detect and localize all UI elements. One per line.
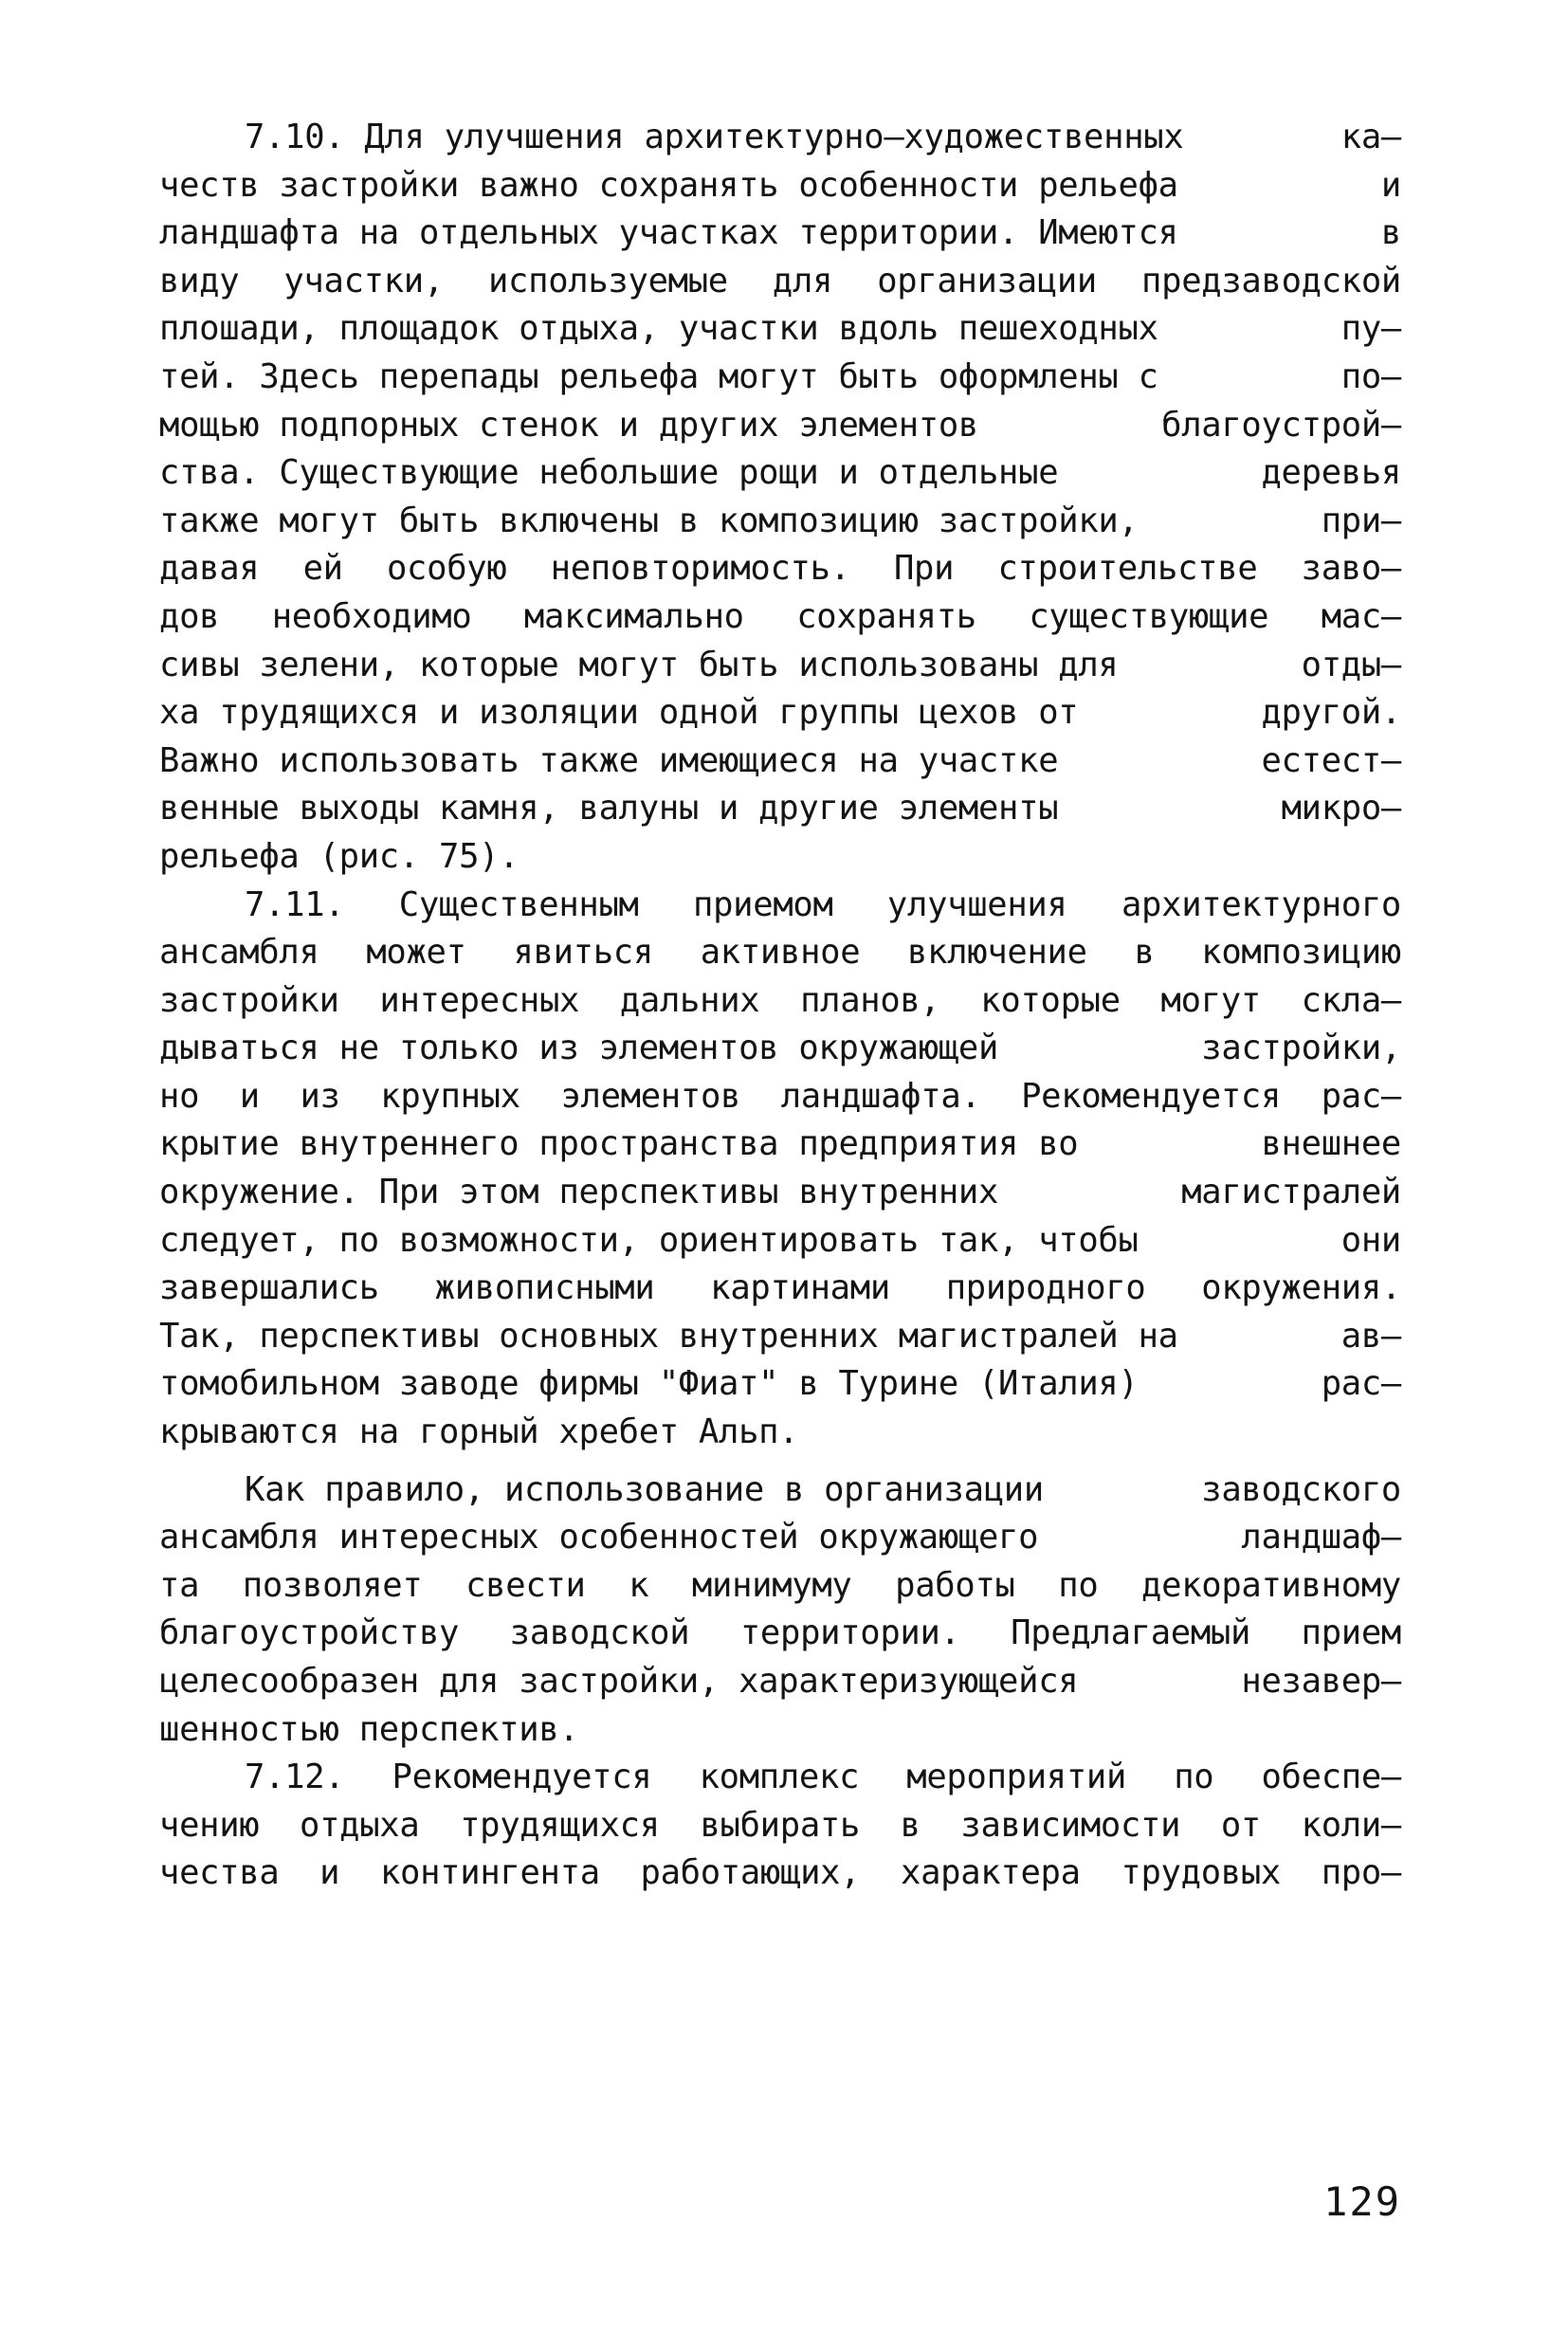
text-segment: шенностью перспектив.	[159, 1709, 579, 1749]
text-line	[159, 1169, 1401, 1217]
text-line	[159, 1120, 1401, 1169]
text-segment: ландшафта на отдельных участках территории. Имеются	[159, 213, 1178, 253]
text-segment: ка–	[1340, 118, 1401, 156]
text-line	[159, 785, 1401, 833]
text-segment: рельефа (рис. 75).	[159, 836, 520, 876]
text-segment: в	[1380, 213, 1401, 253]
text-segment: Как правило, использование в организации	[245, 1469, 1044, 1509]
text-line	[159, 1073, 1401, 1121]
text-segment: Так, перспективы основных внутренних магистралей на	[159, 1316, 1178, 1356]
text-segment: томобильном заводе фирмы "Фиат" в Турине (Италия)	[159, 1364, 1139, 1404]
text-segment: честв застройки важно сохранять особенности рельефа	[159, 165, 1178, 205]
text-line	[159, 498, 1401, 546]
text-segment: 7.12. Рекомендуется комплекс мероприятий по обеспе–	[245, 1758, 1401, 1797]
text-segment: ансамбля может явиться активное включение в композицию	[159, 933, 1401, 973]
text-segment: и	[1380, 165, 1401, 205]
text-segment: 7.11. Существенным приемом улучшения архитектурного	[245, 884, 1401, 924]
text-line	[159, 402, 1401, 450]
text-segment: пу–	[1340, 309, 1401, 349]
text-line	[159, 1313, 1401, 1361]
text-segment: ландшаф–	[1241, 1518, 1401, 1558]
text-line	[159, 1706, 1401, 1755]
text-line	[159, 882, 1401, 930]
text-segment: крываются на горный хребет Альп.	[159, 1412, 799, 1452]
text-line	[159, 1802, 1401, 1850]
text-segment: также могут быть включены в композицию застройки,	[159, 501, 1139, 540]
paragraph-7-11b	[159, 1466, 1401, 1755]
text-segment: деревья	[1261, 453, 1401, 493]
text-segment: благоустрой–	[1161, 405, 1401, 445]
text-line	[159, 354, 1401, 402]
text-segment: при–	[1321, 501, 1401, 540]
paragraph-7-12	[159, 1754, 1401, 1898]
text-line	[159, 1514, 1401, 1562]
text-segment: следует, по возможности, ориентировать так, чтобы	[159, 1220, 1139, 1260]
page-number: 129	[1323, 2178, 1401, 2225]
text-segment: отды–	[1301, 645, 1401, 684]
text-line	[159, 1466, 1401, 1515]
text-line	[159, 593, 1401, 642]
text-line	[159, 1025, 1401, 1073]
text-segment: венные выходы камня, валуны и другие элементы	[159, 789, 1059, 829]
text-segment: рас–	[1321, 1364, 1401, 1404]
text-segment: виду участки, используемые для организации предзаводской	[159, 261, 1401, 301]
text-line	[159, 1409, 1401, 1457]
text-segment: ав–	[1340, 1316, 1401, 1356]
text-segment: ха трудящихся и изоляции одной группы цехов от	[159, 693, 1079, 733]
text-segment: по–	[1340, 356, 1401, 396]
text-segment: другой.	[1261, 693, 1401, 733]
text-segment: ансамбля интересных особенностей окружающего	[159, 1518, 1039, 1558]
text-line	[159, 1217, 1401, 1266]
text-segment: микро–	[1281, 789, 1401, 829]
text-line	[159, 209, 1401, 258]
text-segment: окружение. При этом перспективы внутренних	[159, 1173, 999, 1212]
text-segment: ства. Существующие небольшие рощи и отдельные	[159, 453, 1059, 493]
paragraph-7-10	[159, 114, 1401, 882]
text-segment: тей. Здесь перепады рельефа могут быть оформлены с	[159, 356, 1158, 396]
text-segment: целесообразен для застройки, характеризующейся	[159, 1662, 1079, 1701]
text-segment: плошади, площадок отдыха, участки вдоль пешеходных	[159, 309, 1158, 349]
text-line	[159, 1562, 1401, 1611]
text-line	[159, 642, 1401, 690]
text-line	[159, 258, 1401, 306]
text-segment: завершались живописными картинами природного окружения.	[159, 1268, 1401, 1308]
text-line	[159, 833, 1401, 882]
text-segment: сивы зелени, которые могут быть использованы для	[159, 645, 1119, 684]
text-line	[159, 929, 1401, 977]
text-line	[159, 1754, 1401, 1802]
text-segment: внешнее	[1261, 1124, 1401, 1164]
text-line	[159, 1849, 1401, 1898]
text-line	[159, 977, 1401, 1026]
text-segment: они	[1340, 1220, 1401, 1260]
text-line	[159, 689, 1401, 738]
text-segment: чению отдыха трудящихся выбирать в зависимости от коли–	[159, 1805, 1401, 1845]
text-line	[159, 1658, 1401, 1706]
text-line	[159, 545, 1401, 593]
text-segment: крытие внутреннего пространства предприятия во	[159, 1124, 1079, 1164]
text-segment: благоустройству заводской территории. Предлагаемый прием	[159, 1613, 1401, 1653]
text-segment: заводского	[1201, 1469, 1401, 1509]
page-body	[159, 114, 1401, 1898]
text-segment: застройки,	[1201, 1029, 1401, 1068]
text-line	[159, 114, 1401, 162]
text-line	[159, 162, 1401, 210]
text-line	[159, 449, 1401, 498]
text-segment: мощью подпорных стенок и других элементов	[159, 405, 978, 445]
paragraph-7-11	[159, 882, 1401, 1457]
text-segment: незавер–	[1241, 1662, 1401, 1701]
text-segment: дов необходимо максимально сохранять существующие мас–	[159, 596, 1401, 636]
text-segment: чества и контингента работающих, характера трудовых про–	[159, 1853, 1401, 1893]
text-line	[159, 305, 1401, 354]
text-line	[159, 738, 1401, 786]
text-line	[159, 1265, 1401, 1313]
text-segment: магистралей	[1181, 1173, 1401, 1212]
text-segment: но и из крупных элементов ландшафта. Рекомендуется рас–	[159, 1076, 1401, 1116]
text-segment: застройки интересных дальних планов, которые могут скла–	[159, 980, 1401, 1020]
text-line	[159, 1610, 1401, 1658]
text-line	[159, 1360, 1401, 1409]
text-segment: Важно использовать также имеющиеся на участке	[159, 740, 1059, 780]
text-segment: та позволяет свести к минимуму работы по декоративному	[159, 1565, 1401, 1605]
text-segment: дываться не только из элементов окружающей	[159, 1029, 999, 1068]
text-segment: давая ей особую неповторимость. При строительстве заво–	[159, 549, 1401, 589]
text-segment: естест–	[1261, 740, 1401, 780]
text-segment: 7.10. Для улучшения архитектурно–художественных	[245, 118, 1184, 156]
